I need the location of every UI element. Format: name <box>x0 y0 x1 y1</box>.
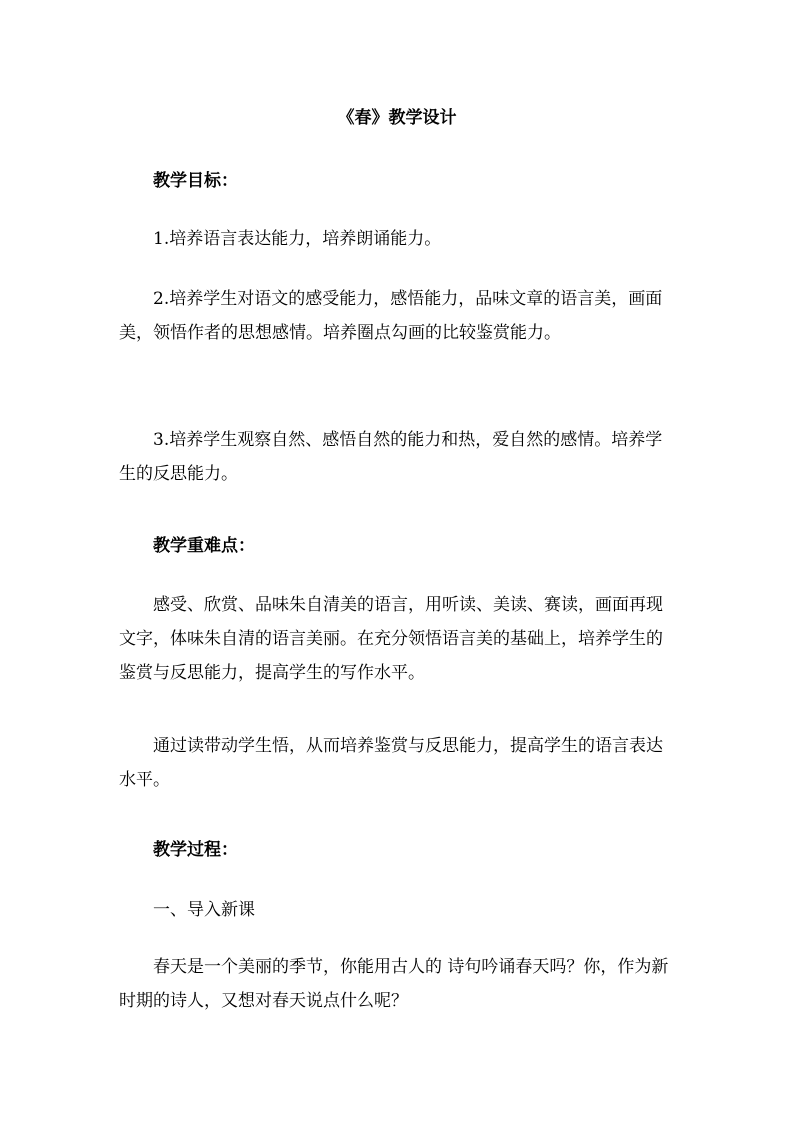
process-heading: 教学过程： <box>153 840 238 860</box>
key-points-heading: 教学重难点： <box>153 536 255 556</box>
key-points-paragraph: 感受、欣赏、品味朱自清美的语言，用听读、美读、赛读，画面再现文字，体味朱自清的语言美丽。在充分领悟语言美的基础上，培养学生的鉴赏与反思能力，提高学生的写作水平。 <box>119 595 663 683</box>
process-subheading: 一、导入新课 <box>153 900 255 920</box>
objectives-heading: 教学目标： <box>153 171 238 191</box>
objective-item: 2.培养学生对语文的感受能力，感悟能力，品味文章的语言美，画面美，领悟作者的思想感情。培养圈点勾画的比较鉴赏能力。 <box>119 289 663 343</box>
objective-item: 1.培养语言表达能力，培养朗诵能力。 <box>153 229 442 249</box>
key-points-paragraph: 通过读带动学生悟，从而培养鉴赏与反思能力，提高学生的语言表达水平。 <box>119 736 663 790</box>
document-title: 《春》教学设计 <box>337 108 457 128</box>
objective-item: 3.培养学生观察自然、感悟自然的能力和热，爱自然的感情。培养学生的反思能力。 <box>119 430 663 484</box>
process-paragraph: 春天是一个美丽的季节，你能用古人的 诗句吟诵春天吗？你，作为新时期的诗人，又想对春天说点什么呢？ <box>119 957 669 1011</box>
